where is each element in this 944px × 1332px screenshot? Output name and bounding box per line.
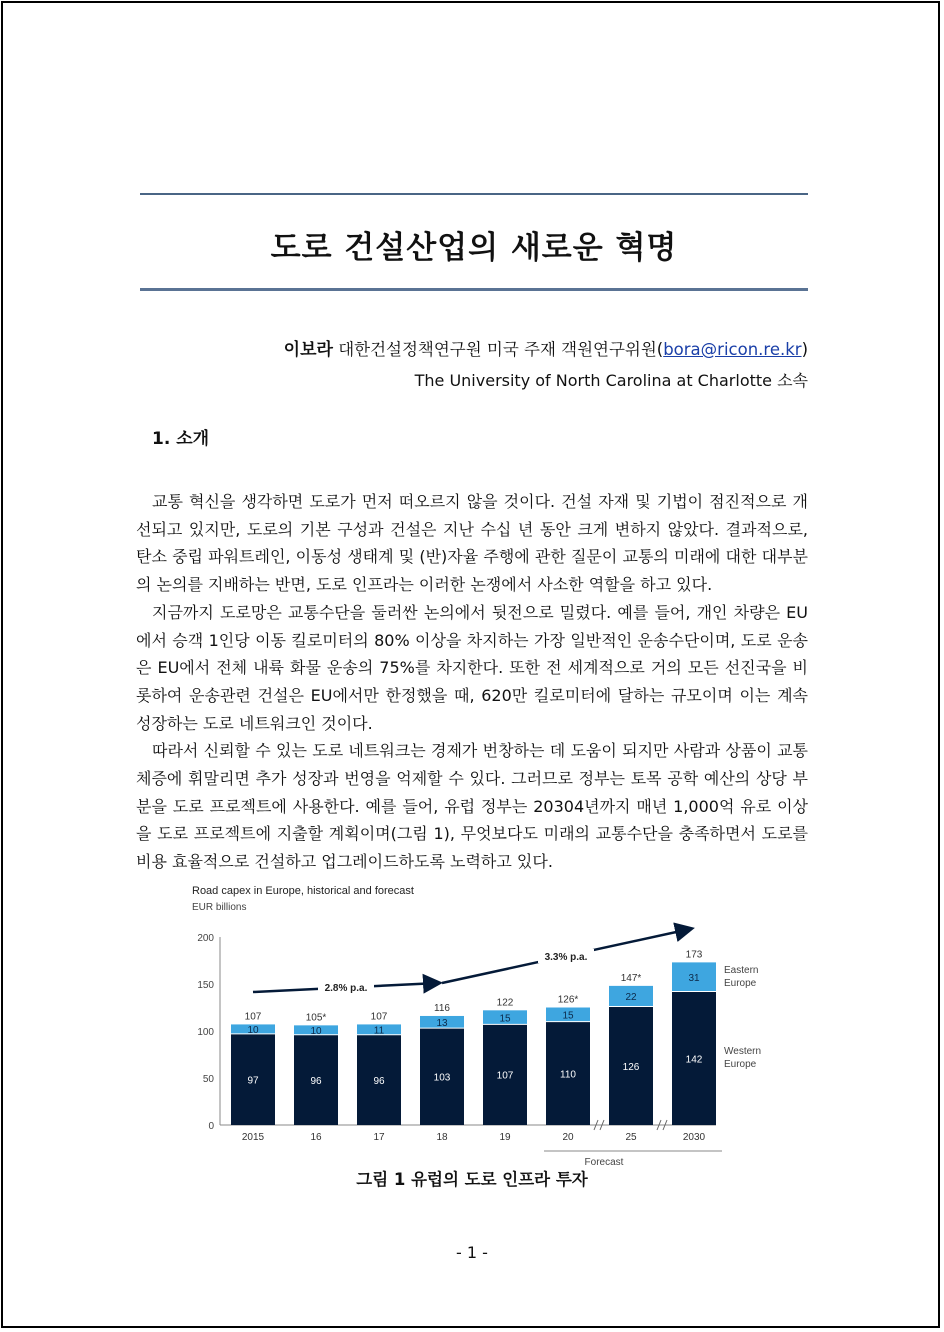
total-label-17: 107 (370, 1011, 388, 1023)
forecast-label: Forecast (584, 1157, 624, 1168)
data-label-eastern-19: 15 (499, 1013, 511, 1025)
data-label-eastern-17: 11 (373, 1025, 385, 1037)
chart-subtitle: EUR billions (192, 902, 247, 913)
y-tick-label-3: 150 (197, 980, 214, 991)
legend-western-line1: Western (724, 1046, 762, 1057)
y-tick-label-0: 0 (208, 1121, 214, 1132)
total-label-19: 122 (496, 997, 514, 1009)
y-tick-label-4: 200 (197, 933, 214, 944)
data-label-eastern-2030: 31 (688, 972, 700, 984)
data-label-western-2030: 142 (685, 1054, 703, 1066)
x-tick-label-2015: 2015 (241, 1132, 265, 1143)
paragraph-1: 교통 혁신을 생각하면 도로가 먼저 떠오르지 않을 것이다. 건설 자재 및 기법이 점진적으로 개선되고 있지만, 도로의 기본 구성과 건설은 지난 수십 년 동안 크게 변하지 않았다. 결과적으로, 탄소 중립 파워트레인, 이동성 생태계 및 (반)자율 주행에 관한 질문이 교통의 미래에 대한 대부분의 논의를 지배하는 반면, 도로 인프라는 이러한 논쟁에서 사소한 역할을 하고 있다. (136, 492, 808, 595)
author-position: 대한건설정책연구원 미국 주재 객원연구위원( (338, 340, 664, 359)
x-tick-label-16: 16 (310, 1132, 322, 1143)
x-tick-label-2030: 2030 (682, 1132, 706, 1143)
road-capex-chart (186, 878, 786, 1174)
section-heading: 1. 소개 (152, 429, 210, 449)
data-label-western-19: 107 (496, 1070, 514, 1082)
x-tick-label-17: 17 (373, 1132, 385, 1143)
title-rule-bottom (140, 288, 808, 291)
data-label-western-2015: 97 (247, 1075, 259, 1087)
growth-label-1: 2.8% p.a. (324, 983, 368, 994)
figure-caption: 그림 1 유럽의 도로 인프라 투자 (356, 1170, 588, 1189)
legend-eastern-line2: Europe (724, 978, 757, 989)
total-label-2015: 107 (244, 1011, 262, 1023)
data-label-eastern-20: 15 (562, 1010, 574, 1022)
y-tick-label-2: 100 (197, 1027, 214, 1038)
total-label-16: 105* (305, 1012, 327, 1024)
chart-svg (186, 878, 786, 1174)
data-label-western-16: 96 (310, 1075, 322, 1087)
growth-label-2: 3.3% p.a. (544, 952, 588, 963)
x-tick-label-25: 25 (625, 1132, 637, 1143)
legend-western-line2: Europe (724, 1059, 757, 1070)
title-rule-top (140, 193, 808, 195)
total-label-2030: 173 (685, 949, 703, 961)
author-affiliation: The University of North Carolina at Charlotte 소속 (414, 371, 808, 390)
total-label-18: 116 (434, 1002, 450, 1014)
data-label-western-20: 110 (560, 1069, 576, 1081)
total-label-20: 126* (557, 994, 579, 1006)
x-tick-label-19: 19 (499, 1132, 511, 1143)
chart-title: Road capex in Europe, historical and forecast (192, 885, 414, 897)
data-label-eastern-2015: 10 (247, 1025, 259, 1037)
x-tick-label-20: 20 (562, 1132, 574, 1143)
y-tick-label-1: 50 (202, 1074, 214, 1085)
data-label-western-25: 126 (622, 1061, 640, 1073)
data-label-western-18: 103 (433, 1072, 451, 1084)
total-label-25: 147* (620, 972, 642, 984)
author-position-suffix: ) (801, 340, 808, 359)
author-name: 이보라 (283, 340, 333, 360)
data-label-eastern-16: 10 (310, 1026, 322, 1038)
document-title: 도로 건설산업의 새로운 혁명 (270, 230, 678, 266)
paragraph-3: 따라서 신뢰할 수 있는 도로 네트워크는 경제가 번창하는 데 도움이 되지만 사람과 상품이 교통 체증에 휘말리면 추가 성장과 번영을 억제할 수 있다. 그러므로 정부는 토목 공학 예산의 상당 부분을 도로 프로젝트에 사용한다. 예를 들어, 유럽 정부는 20304년까지 매년 1,000억 유로 이상을 도로 프로젝트에 지출할 계획이며(그림 1), 무엇보다도 미래의 교통수단을 충족하면서 도로를 비용 효율적으로 건설하고 업그레이드하도록 노력하고 있다. (136, 741, 808, 872)
author-line (284, 335, 808, 360)
author-email-link[interactable]: bora@ricon.re.kr (663, 340, 802, 359)
legend-eastern-line1: Eastern (724, 965, 759, 976)
data-label-eastern-18: 13 (436, 1018, 448, 1030)
body-text (136, 488, 808, 876)
data-label-eastern-25: 22 (625, 992, 637, 1004)
data-label-western-17: 96 (373, 1075, 385, 1087)
x-tick-label-18: 18 (436, 1132, 448, 1143)
paragraph-2: 지금까지 도로망은 교통수단을 둘러싼 논의에서 뒷전으로 밀렸다. 예를 들어, 개인 차량은 EU에서 승객 1인당 이동 킬로미터의 80% 이상을 차지하는 가장 일반적인 운송수단이며, 도로 운송은 EU에서 전체 내륙 화물 운송의 75%를 차지한다. 또한 전 세계적으로 거의 모든 선진국을 비롯하여 운송관련 건설은 EU에서만 한정했을 때, 620만 킬로미터에 달하는 규모이며 이는 계속 성장하는 도로 네트워크인 것이다. (136, 602, 808, 733)
page-number: - 1 - (456, 1243, 488, 1262)
